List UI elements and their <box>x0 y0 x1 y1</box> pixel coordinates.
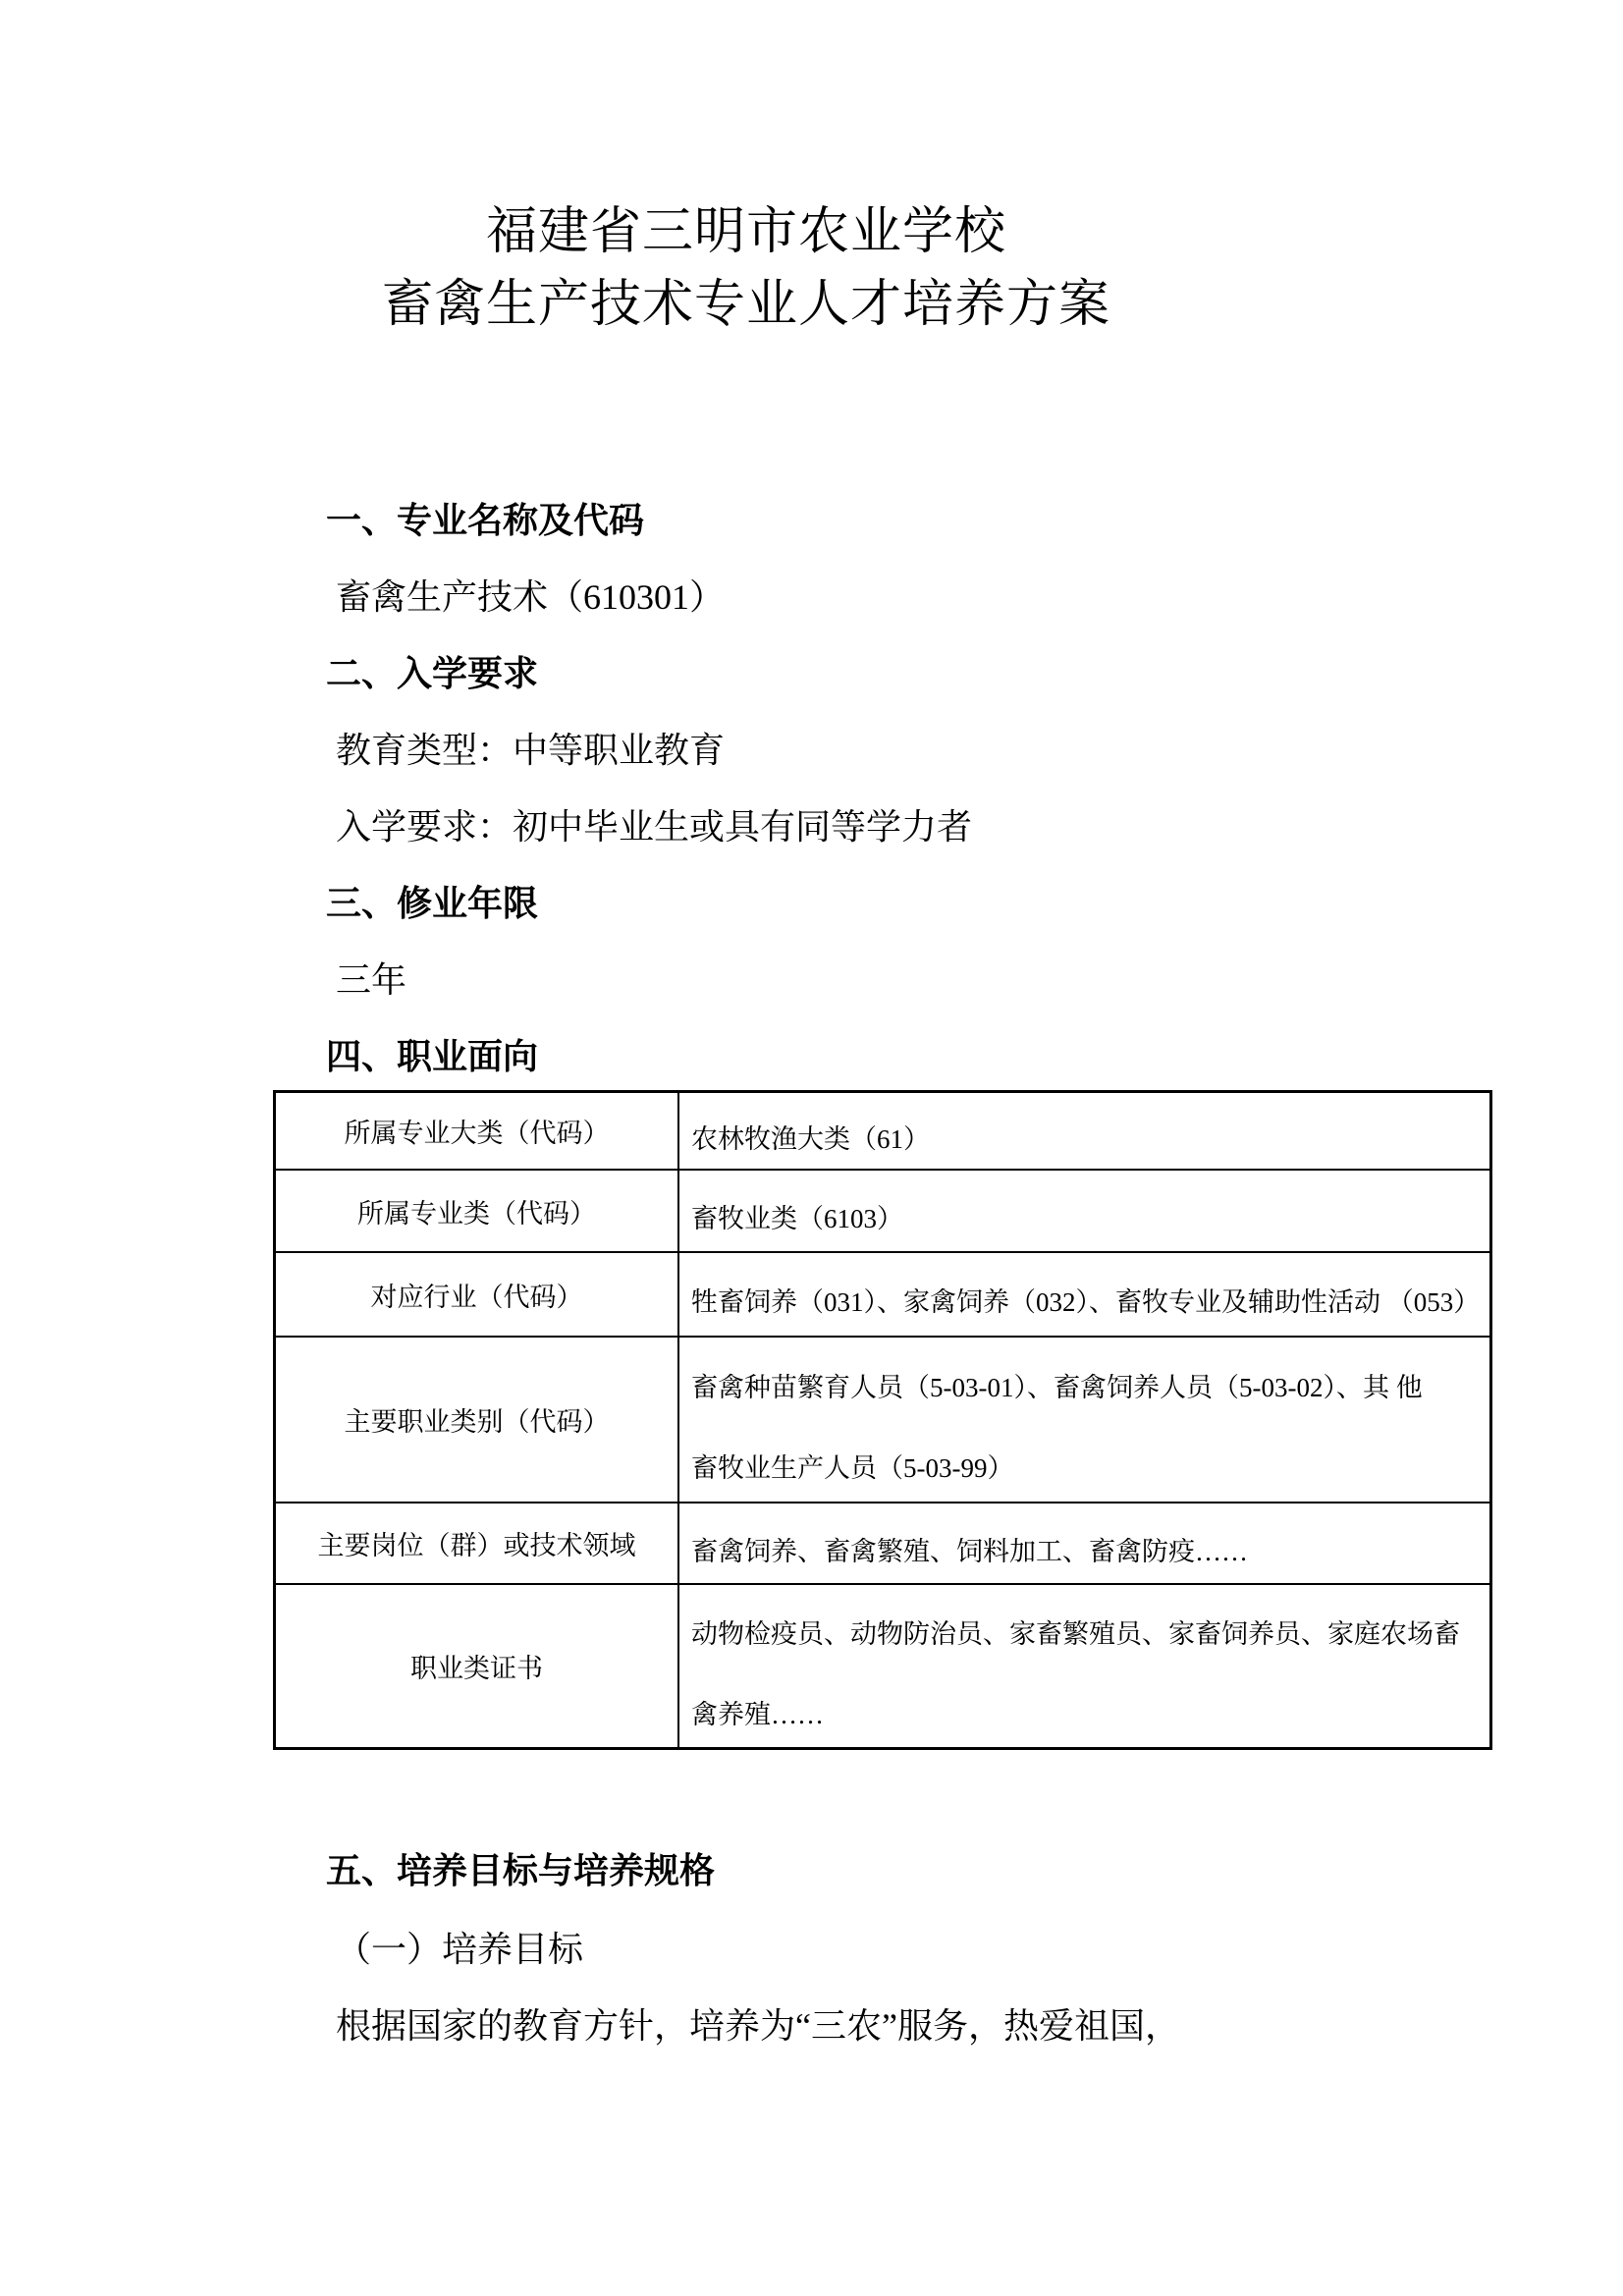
table-row <box>276 1336 1489 1502</box>
value-line: 畜禽种苗繁育人员（5-03-01）、畜禽饲养人员（5-03-02）、其 他 <box>691 1372 1423 1402</box>
row-label-occupation-category: 主要职业类别（代码） <box>276 1338 679 1502</box>
value-line: 畜牧业生产人员（5-03-99） <box>691 1452 1014 1483</box>
table-row <box>276 1251 1489 1336</box>
title-line-1: 福建省三明市农业学校 <box>485 204 1006 260</box>
heading-section-3: 三、修业年限 <box>326 884 539 923</box>
heading-section-5: 五、培养目标与培养规格 <box>326 1851 716 1890</box>
heading-section-2: 二、入学要求 <box>326 654 539 693</box>
value-line: 禽养殖…… <box>691 1699 824 1729</box>
row-label-certificates: 职业类证书 <box>276 1585 679 1747</box>
row-value-occupation-category <box>679 1338 1489 1502</box>
row-value-main-posts <box>679 1503 1489 1583</box>
value-line: 牲畜饲养（031）、家禽饲养（032）、畜牧专业及辅助性活动 （053） <box>691 1287 1481 1317</box>
major-name-and-code: 畜禽生产技术（610301） <box>336 577 726 617</box>
row-value-certificates <box>679 1585 1489 1747</box>
heading-section-4: 四、职业面向 <box>326 1037 539 1076</box>
entry-requirement-line: 入学要求：初中毕业生或具有同等学力者 <box>336 807 973 847</box>
document-title <box>275 196 1217 342</box>
row-label-industry: 对应行业（代码） <box>276 1253 679 1336</box>
row-label-main-posts: 主要岗位（群）或技术领域 <box>276 1503 679 1583</box>
training-objective-paragraph: 根据国家的教育方针，培养为“三农”服务，热爱祖国， <box>336 2006 1180 2046</box>
career-orientation-table <box>273 1090 1492 1750</box>
title-line-2: 畜禽生产技术专业人才培养方案 <box>381 277 1110 333</box>
table-row <box>276 1583 1489 1747</box>
row-value-major-category <box>679 1093 1489 1169</box>
row-value-industry <box>679 1253 1489 1336</box>
value-line: 动物检疫员、动物防治员、家畜繁殖员、家畜饲养员、家庭农场畜 <box>691 1618 1460 1649</box>
heading-section-1: 一、专业名称及代码 <box>326 501 645 540</box>
row-value-major-class <box>679 1171 1489 1251</box>
study-duration-line: 三年 <box>336 960 407 1000</box>
row-label-major-class: 所属专业类（代码） <box>276 1171 679 1251</box>
education-type-line: 教育类型：中等职业教育 <box>336 731 726 770</box>
value-line: 畜禽饲养、畜禽繁殖、饲料加工、畜禽防疫…… <box>691 1536 1248 1566</box>
value-line: 畜牧业类（6103） <box>691 1204 903 1233</box>
table-row <box>276 1093 1489 1169</box>
subheading-training-objective: （一）培养目标 <box>336 1930 584 1969</box>
value-line: 农林牧渔大类（61） <box>691 1123 930 1154</box>
table-row <box>276 1502 1489 1583</box>
row-label-major-category: 所属专业大类（代码） <box>276 1093 679 1169</box>
table-row <box>276 1169 1489 1251</box>
